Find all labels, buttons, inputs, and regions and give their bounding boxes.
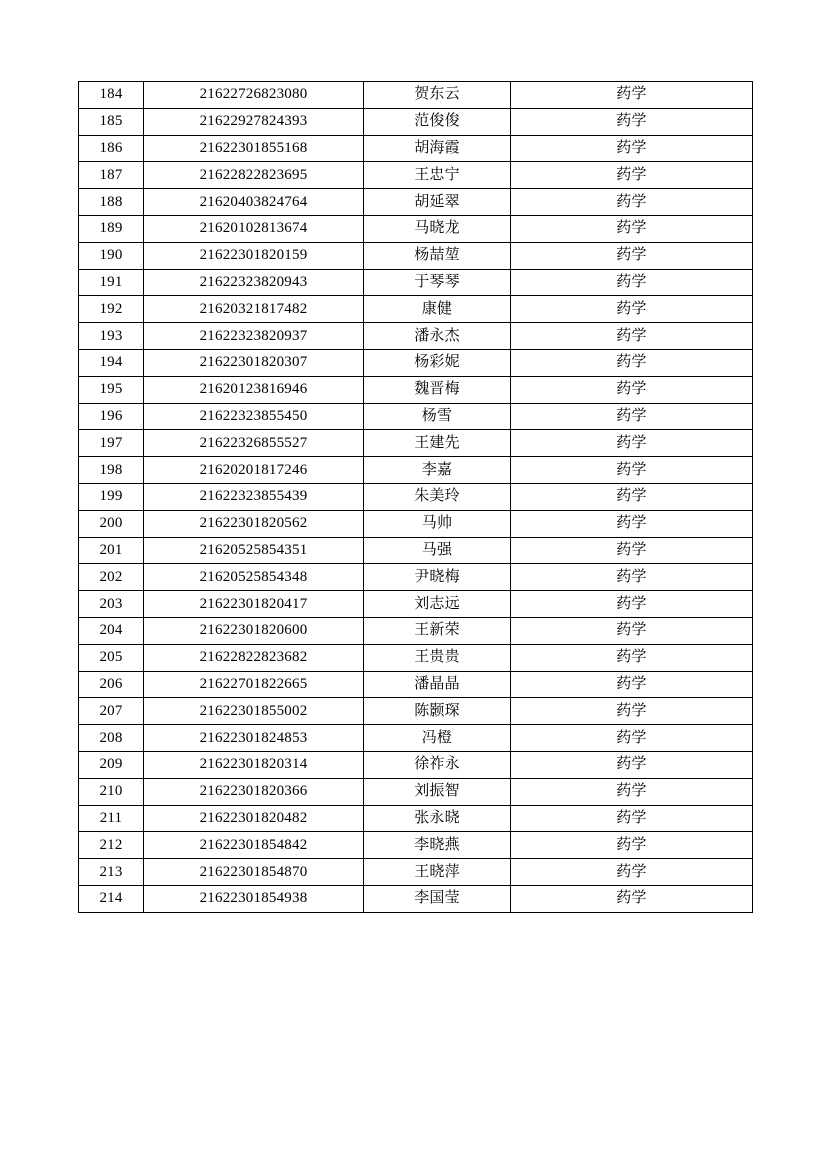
major-cell: 药学	[511, 859, 753, 886]
student-id-cell: 21622301820366	[144, 778, 364, 805]
student-id-cell: 21622301820417	[144, 591, 364, 618]
student-id-cell: 21620201817246	[144, 457, 364, 484]
table-row	[79, 323, 753, 350]
row-number-cell: 198	[79, 457, 144, 484]
row-number-cell: 196	[79, 403, 144, 430]
table-row	[79, 189, 753, 216]
student-id-cell: 21622323855450	[144, 403, 364, 430]
table-row	[79, 215, 753, 242]
row-number-cell: 202	[79, 564, 144, 591]
major-cell: 药学	[511, 296, 753, 323]
student-roster-table	[78, 81, 753, 913]
row-number-cell: 208	[79, 725, 144, 752]
student-id-cell: 21622323855439	[144, 483, 364, 510]
row-number-cell: 201	[79, 537, 144, 564]
major-cell: 药学	[511, 403, 753, 430]
major-cell: 药学	[511, 242, 753, 269]
student-id-cell: 21620525854351	[144, 537, 364, 564]
student-name-cell: 陈颢琛	[364, 698, 511, 725]
student-id-cell: 21622927824393	[144, 108, 364, 135]
student-id-cell: 21620321817482	[144, 296, 364, 323]
student-id-cell: 21620102813674	[144, 215, 364, 242]
student-name-cell: 冯橙	[364, 725, 511, 752]
student-id-cell: 21622726823080	[144, 82, 364, 109]
student-id-cell: 21622323820937	[144, 323, 364, 350]
student-name-cell: 朱美玲	[364, 483, 511, 510]
student-id-cell: 21622301820562	[144, 510, 364, 537]
table-row	[79, 349, 753, 376]
student-name-cell: 马强	[364, 537, 511, 564]
student-name-cell: 王新荣	[364, 617, 511, 644]
table-row	[79, 698, 753, 725]
student-id-cell: 21622301854938	[144, 885, 364, 912]
major-cell: 药学	[511, 805, 753, 832]
student-name-cell: 杨雪	[364, 403, 511, 430]
student-name-cell: 王忠宁	[364, 162, 511, 189]
table-row	[79, 751, 753, 778]
table-row	[79, 859, 753, 886]
major-cell: 药学	[511, 537, 753, 564]
row-number-cell: 190	[79, 242, 144, 269]
student-name-cell: 刘志远	[364, 591, 511, 618]
student-name-cell: 贺东云	[364, 82, 511, 109]
student-name-cell: 李国莹	[364, 885, 511, 912]
student-name-cell: 尹晓梅	[364, 564, 511, 591]
student-id-cell: 21620403824764	[144, 189, 364, 216]
table-row	[79, 805, 753, 832]
major-cell: 药学	[511, 108, 753, 135]
student-id-cell: 21622323820943	[144, 269, 364, 296]
row-number-cell: 194	[79, 349, 144, 376]
table-row	[79, 135, 753, 162]
major-cell: 药学	[511, 135, 753, 162]
row-number-cell: 199	[79, 483, 144, 510]
major-cell: 药学	[511, 189, 753, 216]
student-name-cell: 李晓燕	[364, 832, 511, 859]
student-name-cell: 杨喆堃	[364, 242, 511, 269]
row-number-cell: 206	[79, 671, 144, 698]
table-body	[79, 82, 753, 913]
table-row	[79, 430, 753, 457]
row-number-cell: 195	[79, 376, 144, 403]
major-cell: 药学	[511, 644, 753, 671]
student-id-cell: 21622301820314	[144, 751, 364, 778]
row-number-cell: 189	[79, 215, 144, 242]
major-cell: 药学	[511, 885, 753, 912]
major-cell: 药学	[511, 323, 753, 350]
table-row	[79, 376, 753, 403]
major-cell: 药学	[511, 269, 753, 296]
row-number-cell: 214	[79, 885, 144, 912]
student-id-cell: 21620123816946	[144, 376, 364, 403]
student-name-cell: 马帅	[364, 510, 511, 537]
student-id-cell: 21622301820482	[144, 805, 364, 832]
row-number-cell: 185	[79, 108, 144, 135]
major-cell: 药学	[511, 591, 753, 618]
major-cell: 药学	[511, 215, 753, 242]
student-name-cell: 李嘉	[364, 457, 511, 484]
student-name-cell: 胡海霞	[364, 135, 511, 162]
student-id-cell: 21622301824853	[144, 725, 364, 752]
student-id-cell: 21622301820159	[144, 242, 364, 269]
row-number-cell: 209	[79, 751, 144, 778]
student-name-cell: 康健	[364, 296, 511, 323]
student-id-cell: 21622301855168	[144, 135, 364, 162]
table-row	[79, 483, 753, 510]
row-number-cell: 192	[79, 296, 144, 323]
table-row	[79, 644, 753, 671]
student-id-cell: 21622822823682	[144, 644, 364, 671]
student-name-cell: 杨彩妮	[364, 349, 511, 376]
major-cell: 药学	[511, 510, 753, 537]
major-cell: 药学	[511, 430, 753, 457]
major-cell: 药学	[511, 82, 753, 109]
student-name-cell: 王贵贵	[364, 644, 511, 671]
table-row	[79, 242, 753, 269]
student-name-cell: 潘永杰	[364, 323, 511, 350]
row-number-cell: 186	[79, 135, 144, 162]
row-number-cell: 197	[79, 430, 144, 457]
student-name-cell: 王建先	[364, 430, 511, 457]
row-number-cell: 213	[79, 859, 144, 886]
row-number-cell: 204	[79, 617, 144, 644]
table-row	[79, 82, 753, 109]
table-row	[79, 617, 753, 644]
student-id-cell: 21622301855002	[144, 698, 364, 725]
table-row	[79, 457, 753, 484]
table-row	[79, 296, 753, 323]
major-cell: 药学	[511, 617, 753, 644]
row-number-cell: 212	[79, 832, 144, 859]
row-number-cell: 211	[79, 805, 144, 832]
student-name-cell: 徐祚永	[364, 751, 511, 778]
table-row	[79, 403, 753, 430]
student-name-cell: 范俊俊	[364, 108, 511, 135]
row-number-cell: 210	[79, 778, 144, 805]
table-row	[79, 591, 753, 618]
major-cell: 药学	[511, 751, 753, 778]
major-cell: 药学	[511, 376, 753, 403]
table-row	[79, 269, 753, 296]
row-number-cell: 193	[79, 323, 144, 350]
student-name-cell: 于琴琴	[364, 269, 511, 296]
major-cell: 药学	[511, 349, 753, 376]
table-row	[79, 671, 753, 698]
table-row	[79, 537, 753, 564]
row-number-cell: 188	[79, 189, 144, 216]
table-row	[79, 832, 753, 859]
major-cell: 药学	[511, 671, 753, 698]
row-number-cell: 184	[79, 82, 144, 109]
major-cell: 药学	[511, 832, 753, 859]
row-number-cell: 191	[79, 269, 144, 296]
student-name-cell: 马晓龙	[364, 215, 511, 242]
student-id-cell: 21622822823695	[144, 162, 364, 189]
student-id-cell: 21622701822665	[144, 671, 364, 698]
table-row	[79, 778, 753, 805]
table-row	[79, 108, 753, 135]
student-id-cell: 21622301820307	[144, 349, 364, 376]
major-cell: 药学	[511, 778, 753, 805]
student-name-cell: 胡延翠	[364, 189, 511, 216]
student-name-cell: 潘晶晶	[364, 671, 511, 698]
row-number-cell: 207	[79, 698, 144, 725]
major-cell: 药学	[511, 725, 753, 752]
student-name-cell: 刘振智	[364, 778, 511, 805]
table-row	[79, 885, 753, 912]
student-id-cell: 21622326855527	[144, 430, 364, 457]
row-number-cell: 187	[79, 162, 144, 189]
major-cell: 药学	[511, 162, 753, 189]
table-row	[79, 725, 753, 752]
table-row	[79, 162, 753, 189]
major-cell: 药学	[511, 698, 753, 725]
major-cell: 药学	[511, 457, 753, 484]
student-id-cell: 21622301854870	[144, 859, 364, 886]
student-id-cell: 21622301854842	[144, 832, 364, 859]
student-id-cell: 21622301820600	[144, 617, 364, 644]
student-name-cell: 王晓萍	[364, 859, 511, 886]
student-id-cell: 21620525854348	[144, 564, 364, 591]
student-name-cell: 张永晓	[364, 805, 511, 832]
major-cell: 药学	[511, 483, 753, 510]
row-number-cell: 200	[79, 510, 144, 537]
row-number-cell: 205	[79, 644, 144, 671]
row-number-cell: 203	[79, 591, 144, 618]
major-cell: 药学	[511, 564, 753, 591]
student-name-cell: 魏晋梅	[364, 376, 511, 403]
table-row	[79, 510, 753, 537]
table-row	[79, 564, 753, 591]
